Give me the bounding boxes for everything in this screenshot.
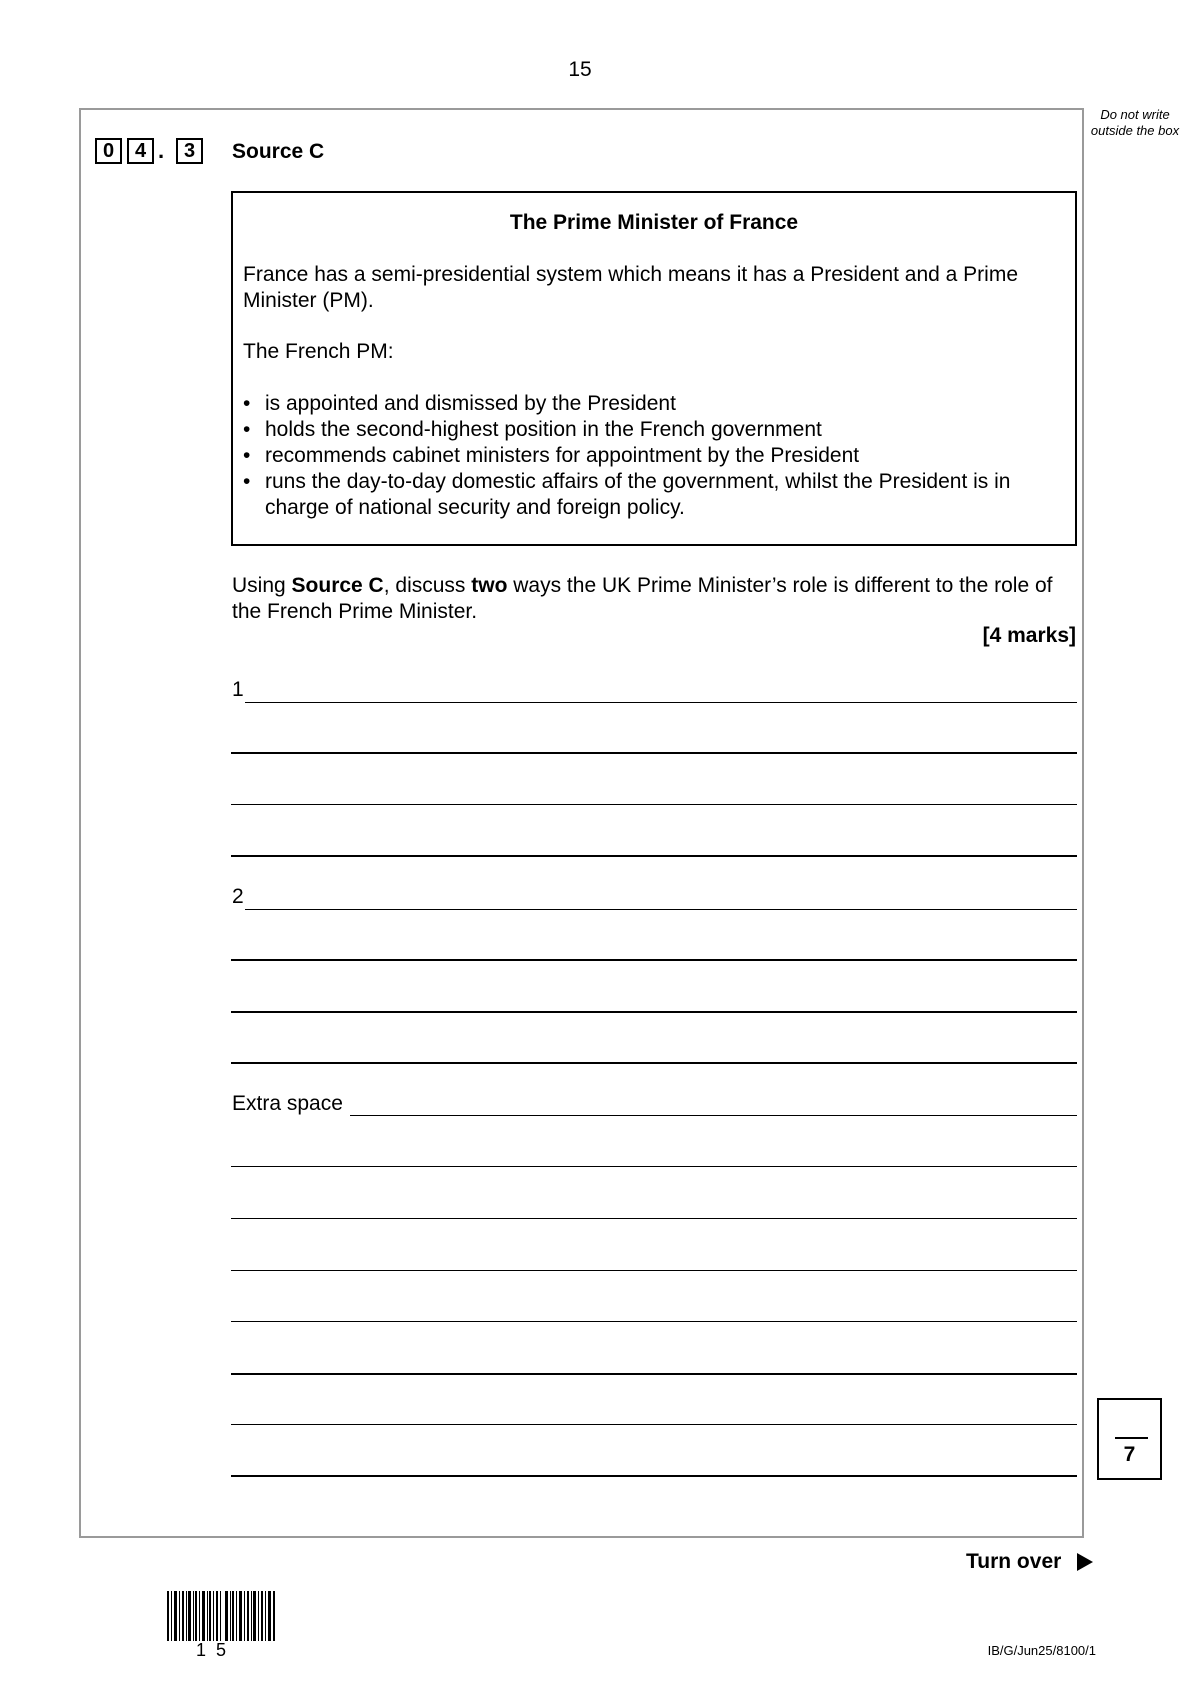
question-number-digit-2: 4	[127, 138, 154, 164]
answer-line[interactable]	[231, 855, 1077, 857]
prompt-count: two	[471, 574, 508, 597]
answer-line[interactable]	[231, 1270, 1077, 1271]
score-dash	[1115, 1437, 1148, 1439]
barcode-icon	[167, 1591, 277, 1641]
prompt-source-ref: Source C	[291, 574, 384, 597]
play-arrow-icon	[1077, 1553, 1093, 1571]
source-heading: Source C	[232, 140, 325, 163]
answer-label-1: 1	[232, 678, 244, 701]
answer-line[interactable]	[245, 909, 1077, 910]
answer-line[interactable]	[231, 1011, 1077, 1013]
answer-line[interactable]	[231, 1166, 1077, 1167]
source-bullet: • holds the second-highest position in the French government	[243, 417, 1063, 443]
question-number-digit-3: 3	[176, 138, 203, 164]
question-number-digit-1: 0	[95, 138, 122, 164]
marks-label: [4 marks]	[982, 624, 1076, 647]
answer-line[interactable]	[231, 752, 1077, 754]
answer-line[interactable]	[231, 1062, 1077, 1064]
extra-space-label: Extra space	[232, 1092, 343, 1115]
question-prompt	[232, 573, 1078, 625]
source-title: The Prime Minister of France	[509, 211, 799, 234]
source-bullet: • recommends cabinet ministers for appointment by the President	[243, 443, 1063, 469]
answer-line[interactable]	[231, 1321, 1077, 1322]
answer-line[interactable]	[231, 959, 1077, 961]
source-bullet: • runs the day-to-day domestic affairs of the government, whilst the President is in charge of national security and foreign policy.	[243, 469, 1063, 521]
turn-over-label: Turn over	[966, 1550, 1062, 1573]
page-score-box	[1097, 1398, 1162, 1480]
answer-line[interactable]	[231, 1424, 1077, 1425]
prompt-text: , discuss	[383, 574, 472, 597]
answer-line[interactable]	[245, 702, 1077, 703]
source-bullet-list	[243, 391, 1063, 521]
answer-line[interactable]	[231, 1373, 1077, 1375]
answer-line[interactable]	[231, 804, 1077, 805]
prompt-text: ways the UK Prime Minister’s role is different to the role of the French Prime Minister.	[232, 574, 1053, 623]
answer-line[interactable]	[350, 1115, 1077, 1116]
source-bullet: • is appointed and dismissed by the President	[243, 391, 1063, 417]
prompt-text: Using	[232, 574, 292, 597]
paper-reference: IB/G/Jun25/8100/1	[987, 1643, 1096, 1658]
source-paragraph: France has a semi-presidential system which means it has a President and a Prime Minister (PM).	[243, 263, 1019, 312]
answer-label-2: 2	[232, 885, 244, 908]
page-number: 15	[568, 58, 592, 81]
barcode-number: 15	[196, 1640, 237, 1660]
answer-line[interactable]	[231, 1475, 1077, 1477]
question-number-separator: .	[158, 138, 165, 163]
margin-note: Do not write outside the box	[1090, 107, 1180, 138]
page-score-total: 7	[1123, 1443, 1136, 1466]
source-lead: The French PM:	[243, 340, 394, 363]
answer-line[interactable]	[231, 1218, 1077, 1219]
